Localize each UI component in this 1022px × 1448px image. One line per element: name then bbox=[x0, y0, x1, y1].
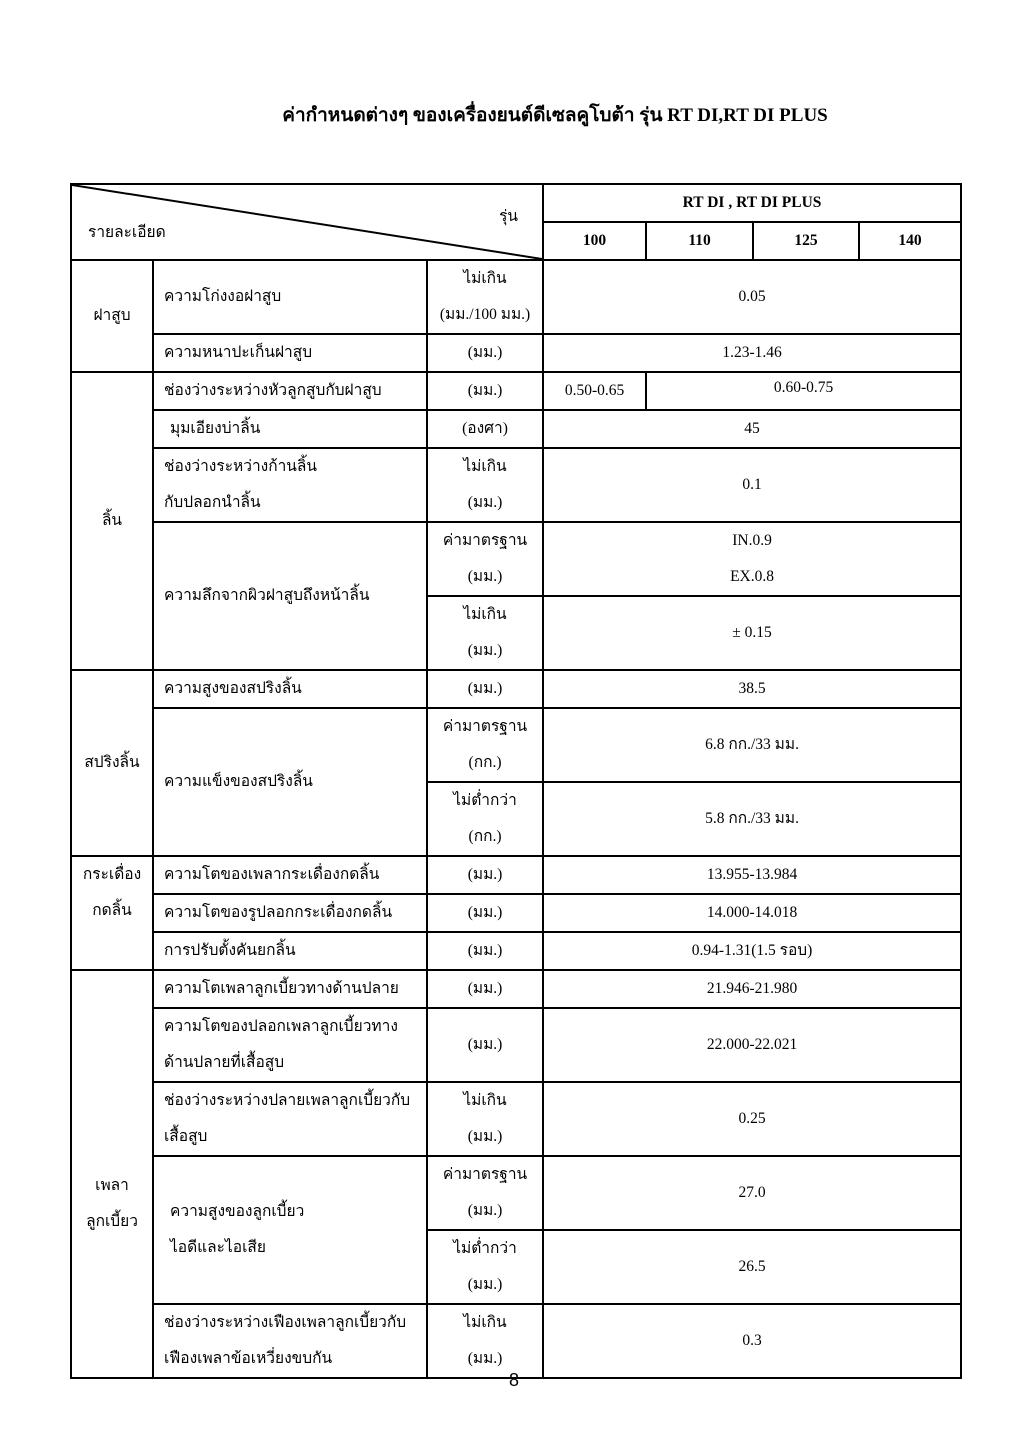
value-cell: 13.955-13.984 bbox=[543, 856, 961, 894]
value-cell: 38.5 bbox=[543, 670, 961, 708]
table-row bbox=[71, 932, 961, 970]
model-140-header: 140 bbox=[859, 222, 961, 260]
unit-cell: ค่ามาตรฐาน (มม.) bbox=[427, 1156, 543, 1230]
detail-cell: ความโตของปลอกเพลาลูกเบี้ยวทาง ด้านปลายที่เสื้อสูบ bbox=[153, 1008, 427, 1082]
table-row bbox=[71, 1304, 961, 1378]
page-title: ค่ากำหนดต่างๆ ของเครื่องยนต์ดีเซลคูโบต้า รุ่น RT DI,RT DI PLUS bbox=[282, 105, 828, 126]
table-row bbox=[71, 1156, 961, 1230]
detail-cell: ช่องว่างระหว่างเฟืองเพลาลูกเบี้ยวกับ เฟืองเพลาข้อเหวี่ยงขบกัน bbox=[153, 1304, 427, 1378]
group-camshaft: เพลา ลูกเบี้ยว bbox=[71, 970, 153, 1378]
unit-cell: (มม.) bbox=[427, 970, 543, 1008]
model-group-header: RT DI , RT DI PLUS bbox=[543, 184, 961, 222]
value-cell: 22.000-22.021 bbox=[543, 1008, 961, 1082]
detail-cell: ช่องว่างระหว่างก้านลิ้น กับปลอกนำลิ้น bbox=[153, 448, 427, 522]
unit-cell: (มม.) bbox=[427, 334, 543, 372]
value-cell: 45 bbox=[543, 410, 961, 448]
group-cylinder-head: ฝาสูบ bbox=[71, 260, 153, 372]
value-cell: 21.946-21.980 bbox=[543, 970, 961, 1008]
page-number: 8 bbox=[508, 1370, 519, 1390]
value-cell: 0.1 bbox=[543, 448, 961, 522]
value-cell: 0.3 bbox=[543, 1304, 961, 1378]
table-row bbox=[71, 448, 961, 522]
detail-cell: ความลึกจากผิวฝาสูบถึงหน้าลิ้น bbox=[153, 522, 427, 670]
table-row bbox=[71, 1008, 961, 1082]
value-cell: 0.25 bbox=[543, 1082, 961, 1156]
value-cell: 27.0 bbox=[543, 1156, 961, 1230]
model-100-header: 100 bbox=[543, 222, 646, 260]
value-cell: ± 0.15 bbox=[543, 596, 961, 670]
model-125-header: 125 bbox=[753, 222, 859, 260]
value-cell: 26.5 bbox=[543, 1230, 961, 1304]
model-header-label: รุ่น bbox=[499, 208, 519, 225]
unit-cell: ไม่เกิน (มม.) bbox=[427, 1082, 543, 1156]
table-row bbox=[71, 522, 961, 596]
detail-cell: ความสูงของสปริงลิ้น bbox=[153, 670, 427, 708]
unit-cell: (มม.) bbox=[427, 932, 543, 970]
unit-cell: ไม่เกิน (มม.) bbox=[427, 596, 543, 670]
unit-cell: (มม.) bbox=[427, 372, 543, 410]
detail-cell: ความโตของรูปลอกกระเดื่องกดลิ้น bbox=[153, 894, 427, 932]
detail-cell: ความหนาปะเก็นฝาสูบ bbox=[153, 334, 427, 372]
unit-cell: ค่ามาตรฐาน (มม.) bbox=[427, 522, 543, 596]
table-row bbox=[71, 708, 961, 782]
value-cell: 6.8 กก./33 มม. bbox=[543, 708, 961, 782]
table-row bbox=[71, 970, 961, 1008]
unit-cell: (มม.) bbox=[427, 856, 543, 894]
unit-cell: ไม่เกิน (มม./100 มม.) bbox=[427, 260, 543, 334]
detail-cell: มุมเอียงบ่าลิ้น bbox=[153, 410, 427, 448]
table-row bbox=[71, 856, 961, 894]
detail-header-label: รายละเอียด bbox=[88, 224, 166, 241]
detail-cell: ความโตของเพลากระเดื่องกดลิ้น bbox=[153, 856, 427, 894]
table-row bbox=[71, 1082, 961, 1156]
table-row bbox=[71, 334, 961, 372]
value-cell: 0.94-1.31(1.5 รอบ) bbox=[543, 932, 961, 970]
unit-cell: ไม่ต่ำกว่า (มม.) bbox=[427, 1230, 543, 1304]
table-row bbox=[71, 410, 961, 448]
value-cell: 5.8 กก./33 มม. bbox=[543, 782, 961, 856]
unit-cell: (มม.) bbox=[427, 670, 543, 708]
value-cell: 1.23-1.46 bbox=[543, 334, 961, 372]
unit-cell: (องศา) bbox=[427, 410, 543, 448]
value-cell: 0.05 bbox=[543, 260, 961, 334]
unit-cell: ค่ามาตรฐาน (กก.) bbox=[427, 708, 543, 782]
unit-cell: (มม.) bbox=[427, 894, 543, 932]
unit-cell: ไม่เกิน (มม.) bbox=[427, 448, 543, 522]
unit-cell: (มม.) bbox=[427, 1008, 543, 1082]
detail-cell: ความโก่งงอฝาสูบ bbox=[153, 260, 427, 334]
model-110-header: 110 bbox=[646, 222, 753, 260]
value-cell: 14.000-14.018 bbox=[543, 894, 961, 932]
detail-cell: ความสูงของลูกเบี้ยว ไอดีและไอเสีย bbox=[153, 1156, 427, 1304]
value-cell-110-140: 0.60-0.75 bbox=[646, 372, 961, 410]
detail-cell: ช่องว่างระหว่างปลายเพลาลูกเบี้ยวกับ เสื้อสูบ bbox=[153, 1082, 427, 1156]
spec-table bbox=[70, 183, 962, 1379]
group-rocker-arm: กระเดื่อง กดลิ้น bbox=[71, 856, 153, 970]
group-valve-spring: สปริงลิ้น bbox=[71, 670, 153, 856]
unit-cell: ไม่เกิน (มม.) bbox=[427, 1304, 543, 1378]
table-row bbox=[71, 260, 961, 334]
value-cell: IN.0.9 EX.0.8 bbox=[543, 522, 961, 596]
table-row bbox=[71, 894, 961, 932]
detail-cell: ช่องว่างระหว่างหัวลูกสูบกับฝาสูบ bbox=[153, 372, 427, 410]
detail-cell: การปรับตั้งคันยกลิ้น bbox=[153, 932, 427, 970]
group-valve: ลิ้น bbox=[71, 372, 153, 670]
value-cell-100: 0.50-0.65 bbox=[543, 372, 646, 410]
detail-cell: ความแข็งของสปริงลิ้น bbox=[153, 708, 427, 856]
table-row bbox=[71, 372, 961, 410]
unit-cell: ไม่ต่ำกว่า (กก.) bbox=[427, 782, 543, 856]
table-row bbox=[71, 670, 961, 708]
detail-cell: ความโตเพลาลูกเบี้ยวทางด้านปลาย bbox=[153, 970, 427, 1008]
header-diagonal-cell bbox=[71, 184, 543, 260]
